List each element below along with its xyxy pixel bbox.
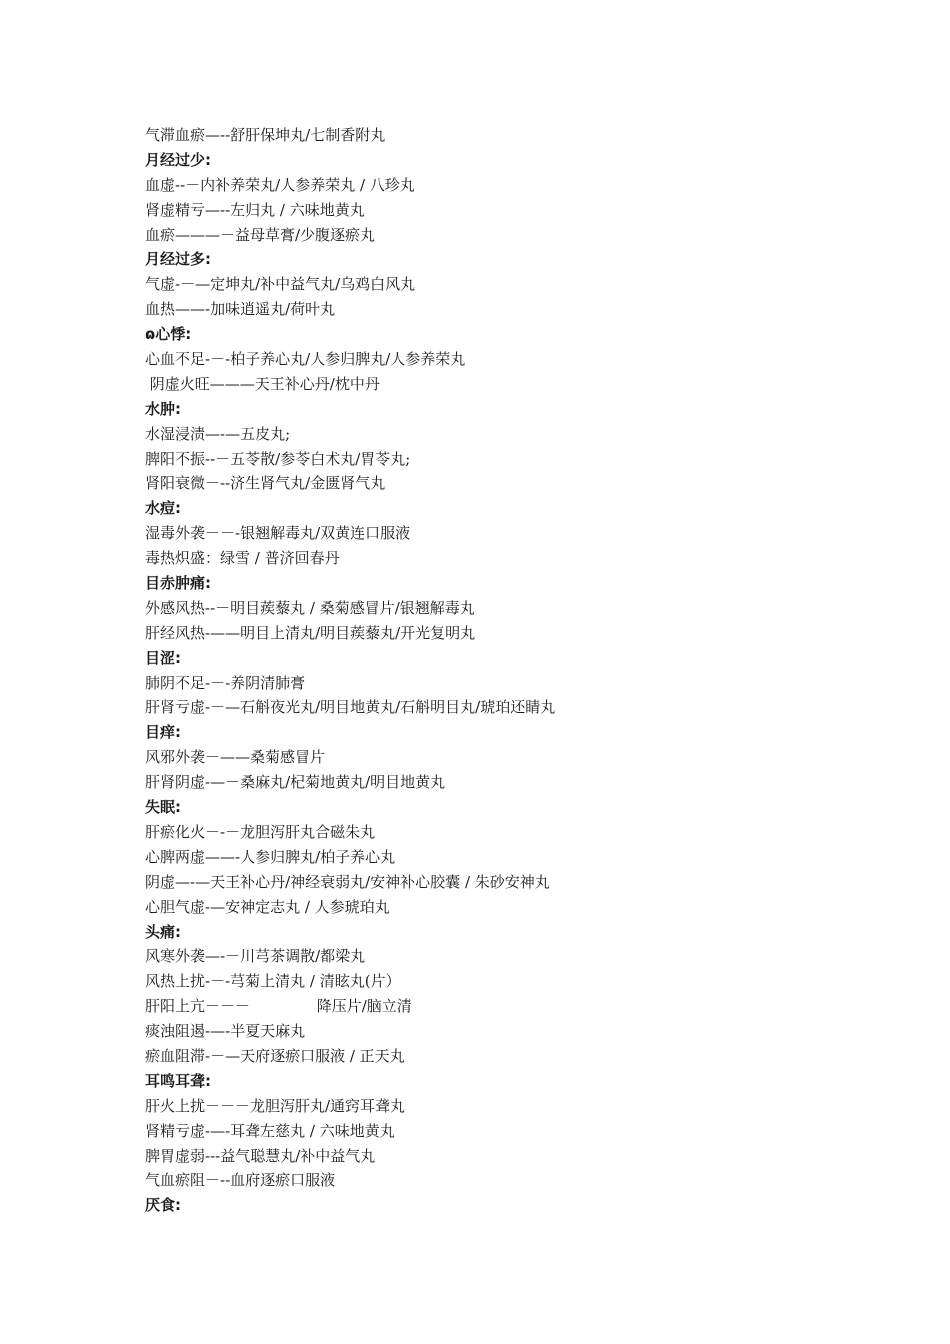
remedy-line: 湿毒外袭－－-银翘解毒丸/双黄连口服液 bbox=[145, 524, 411, 543]
remedy-line: 气血瘀阻－--血府逐瘀口服液 bbox=[145, 1171, 336, 1190]
remedy-line: 心胆气虚-—安神定志丸 / 人参琥珀丸 bbox=[145, 897, 390, 916]
remedy-line: 肝经风热-——明目上清丸/明目蒺藜丸/开光复明丸 bbox=[145, 623, 476, 642]
section-heading: 月经过少: bbox=[145, 150, 211, 169]
remedy-line: 风热上扰-－-芎菊上清丸 / 清眩丸(片） bbox=[145, 972, 401, 991]
remedy-line: 风邪外袭－——桑菊感冒片 bbox=[145, 748, 326, 767]
section-heading: 目痒: bbox=[145, 723, 181, 742]
document-body bbox=[145, 123, 905, 1218]
remedy-line: 肝肾阴虚-—－桑麻丸/杞菊地黄丸/明目地黄丸 bbox=[145, 773, 446, 792]
remedy-line: 气滞血瘀—--舒肝保坤丸/七制香附丸 bbox=[145, 126, 386, 144]
remedy-line: 脾阳不振--－五苓散/参苓白术丸/胃苓丸; bbox=[145, 449, 411, 468]
remedy-line: 气虚-－—定坤丸/补中益气丸/乌鸡白风丸 bbox=[145, 275, 416, 294]
remedy-line: 阴虚—-—天王补心丹/神经衰弱丸/安神补心胶囊 / 朱砂安神丸 bbox=[145, 872, 550, 891]
remedy-line: 肾阳衰微－--济生肾气丸/金匮肾气丸 bbox=[145, 474, 386, 493]
remedy-line: 血瘀———－益母草膏/少腹逐瘀丸 bbox=[145, 225, 376, 244]
remedy-line: 肺阴不足-－-养阴清肺膏 bbox=[145, 673, 306, 692]
remedy-line: 血虚--－内补养荣丸/人参养荣丸 / 八珍丸 bbox=[145, 175, 415, 194]
remedy-line: 风寒外袭—-－川芎茶调散/都梁丸 bbox=[145, 947, 366, 966]
remedy-line: 血热——-加味逍遥丸/荷叶丸 bbox=[145, 300, 336, 319]
remedy-line: 心血不足-－-柏子养心丸/人参归脾丸/人参养荣丸 bbox=[145, 350, 466, 369]
remedy-line: 脾胃虚弱---益气聪慧丸/补中益气丸 bbox=[145, 1146, 376, 1165]
section-heading: 月经过多: bbox=[145, 250, 211, 269]
section-heading: 水肿: bbox=[145, 399, 181, 418]
remedy-line: 肝肾亏虚-－—石斛夜光丸/明目地黄丸/石斛明目丸/琥珀还睛丸 bbox=[145, 698, 556, 717]
section-heading: 目涩: bbox=[145, 648, 181, 667]
remedy-line: 痰浊阻遏-—-半夏天麻丸 bbox=[145, 1022, 306, 1041]
section-heading: 厌食: bbox=[145, 1196, 181, 1215]
section-heading: ɷ心悸: bbox=[145, 325, 192, 344]
remedy-line: 毒热炽盛：绿雪 / 普济回春丹 bbox=[145, 549, 340, 568]
remedy-line: 瘀血阻滞-－—天府逐瘀口服液 / 正天丸 bbox=[145, 1046, 405, 1065]
remedy-line: 肝瘀化火－-－龙胆泻肝丸合磁朱丸 bbox=[145, 822, 376, 841]
remedy-line: 肾虚精亏—--左归丸 / 六味地黄丸 bbox=[145, 200, 365, 219]
section-heading: 头痛: bbox=[145, 922, 181, 941]
section-heading: 失眠: bbox=[145, 798, 181, 817]
remedy-line: 外感风热--－明目蒺藜丸 / 桑菊感冒片/银翘解毒丸 bbox=[145, 598, 475, 617]
section-heading: 水痘: bbox=[145, 499, 181, 518]
remedy-line: 肝火上扰－－－龙胆泻肝丸/通窍耳聋丸 bbox=[145, 1096, 406, 1115]
remedy-line: 阴虚火旺———天王补心丹/枕中丹 bbox=[145, 374, 380, 393]
remedy-line: 肝阳上亢－－－ 降压片/脑立清 bbox=[145, 997, 412, 1016]
section-heading: 目赤肿痛: bbox=[145, 574, 211, 593]
remedy-line: 心脾两虚——-人参归脾丸/柏子养心丸 bbox=[145, 847, 396, 866]
section-heading: 耳鸣耳聋: bbox=[145, 1071, 211, 1090]
remedy-line: 水湿浸渍—-—五皮丸; bbox=[145, 424, 291, 443]
remedy-line: 肾精亏虚-—-耳聋左慈丸 / 六味地黄丸 bbox=[145, 1121, 395, 1140]
